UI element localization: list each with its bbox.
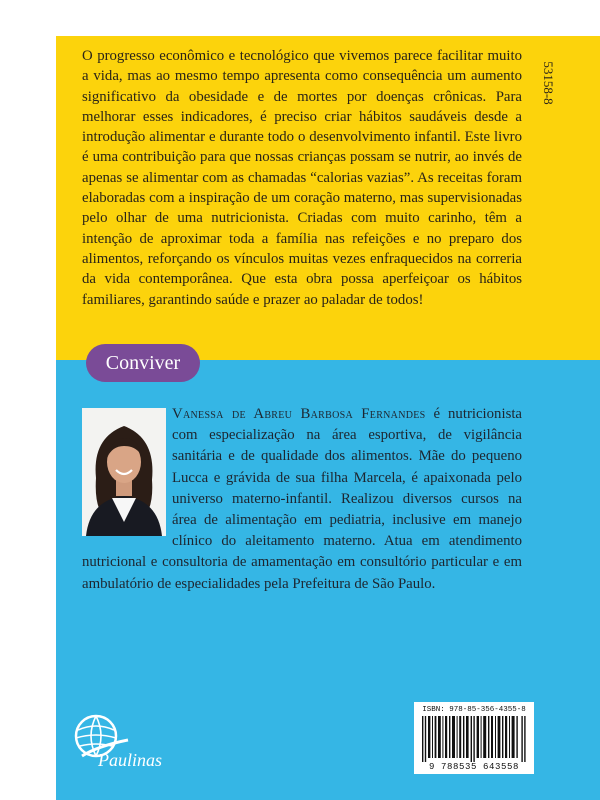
collection-badge: Conviver [86,344,200,382]
author-bio-text: é nutricionista com especialização na área esportiva, de vigilância sanitária e de qualidade dos alimentos. Mãe do pequeno Lucca e grávida de sua filha Marcela, é apaixonada pelo universo materno-infantil. Realizou diversos cursos na área de alimentação em pediatria, inclusive em manejo clínico do aleitamento materno. Atua em atendimento nutricional e consultoria de amamentação em consultório particular e em ambulatório de especialidades pela Prefeitura de São Paulo. [82,406,523,592]
publisher-name: Paulinas [98,750,163,770]
barcode-number: 9 788535 643558 [428,762,519,772]
barcode [414,702,534,774]
paulinas-logo [68,706,174,770]
isbn-label: ISBN: 978-85-356-4355-8 [422,706,526,714]
author-name: Vanessa de Abreu Barbosa Fernandes [172,406,426,422]
barcode-bars [422,716,526,762]
author-bio [82,404,522,595]
photo-float-spacer [82,404,166,536]
catalog-code-text: 53158-8 [541,61,556,105]
catalog-code [538,48,558,118]
book-blurb: O progresso econômico e tecnológico que vivemos parece facilitar muito a vida, mas ao mesmo tempo apresenta como consequência um aumento significativo da obesidade e de mortes por doenças crônicas. Para melhorar esses indicadores, é preciso criar hábitos saudáveis desde a introdução alimentar e durante todo o desenvolvimento infantil. Este livro é uma contribuição para que nossas crianças possam se nutrir, ao invés de apenas se alimentar com as chamadas “calorias vazias”. As receitas foram elaboradas com a inspiração de um coração materno, mas supervisionadas pelo olhar de uma nutricionista. Criadas com muito carinho, têm a intenção de aproximar toda a família nas refeições e no preparo dos alimentos, reforçando os vínculos muitas vezes enfraquecidos na correria da vida contemporânea. Que esta obra possa aperfeiçoar os hábitos familiares, garantindo saúde e prazer ao paladar de todos! [82,48,522,308]
